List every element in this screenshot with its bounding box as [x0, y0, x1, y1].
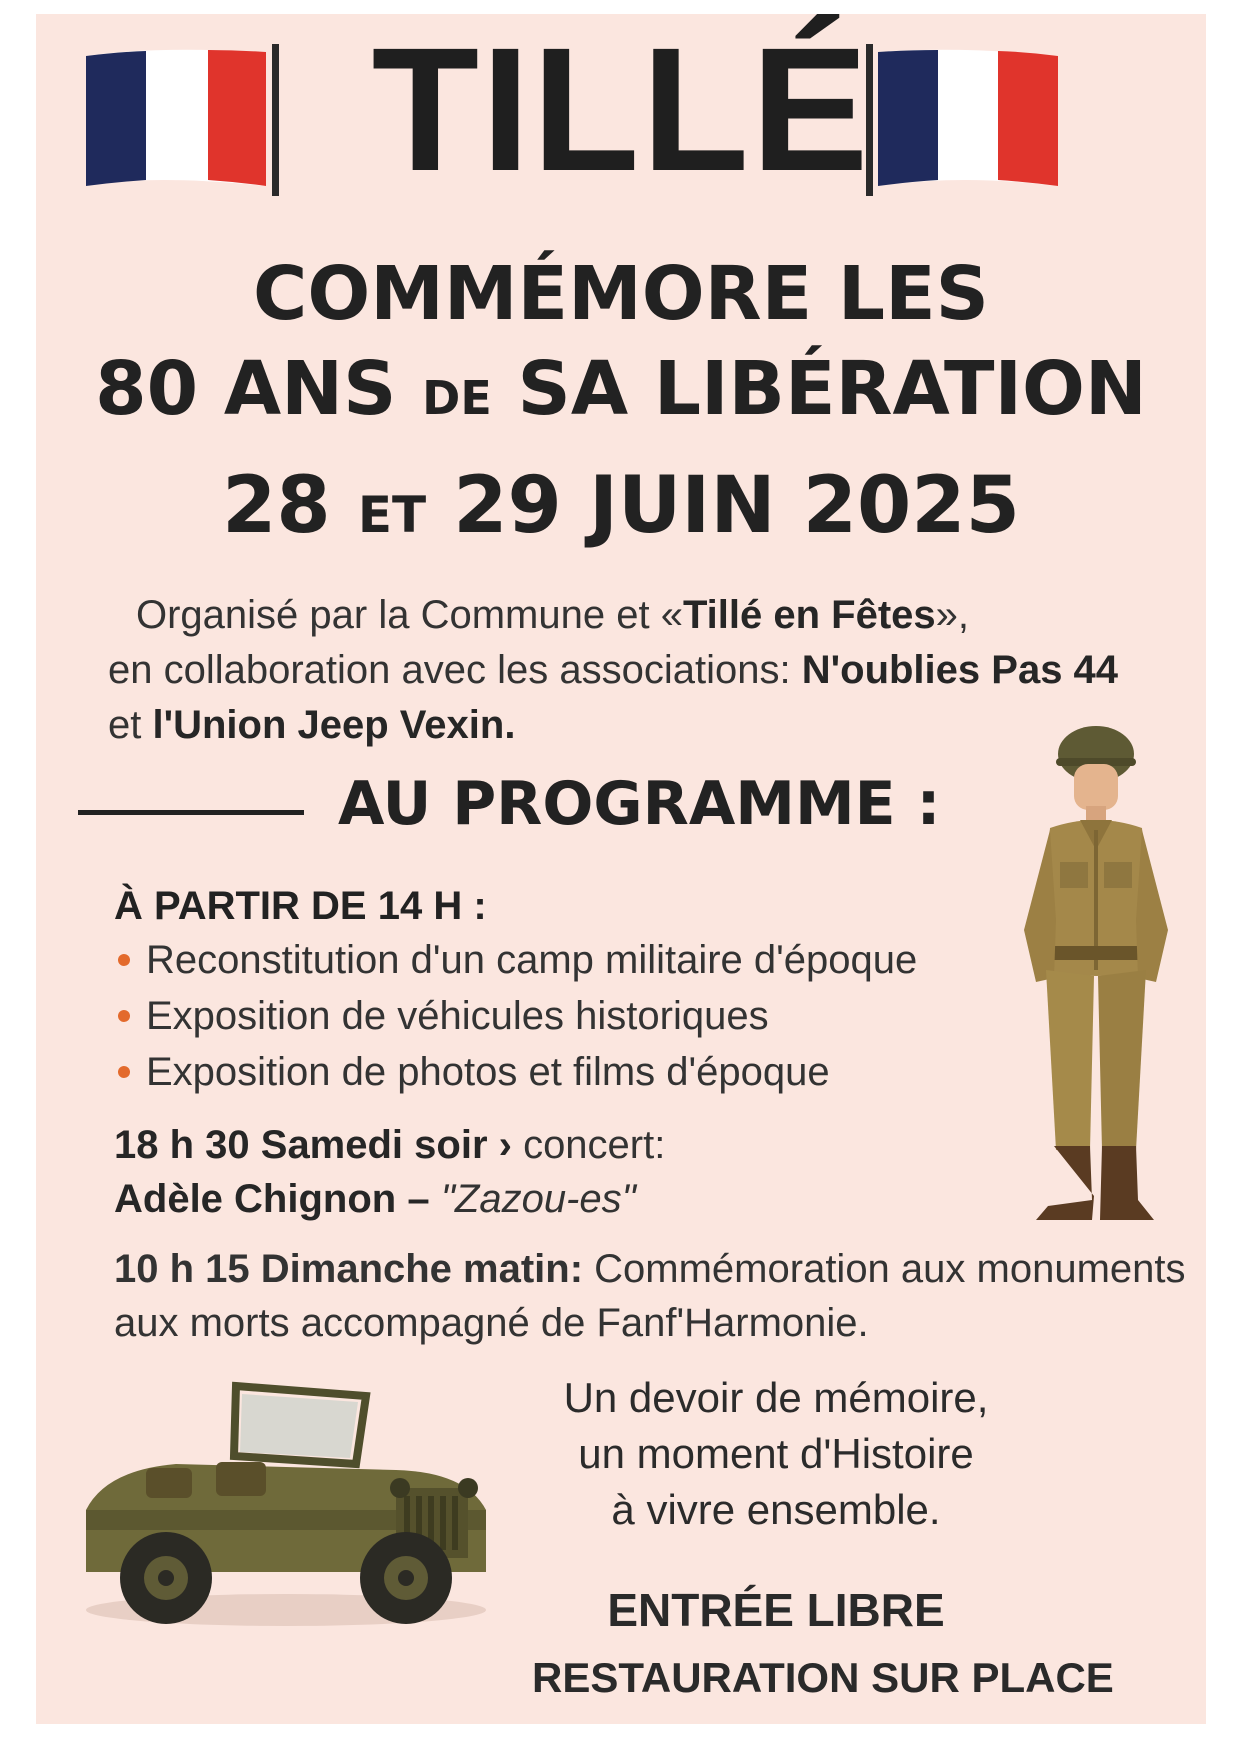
intro-text: », [935, 593, 969, 637]
list-item-text: Exposition de véhicules historiques [146, 994, 769, 1038]
programme-list [114, 932, 917, 1100]
headline-text: 80 ANS [95, 346, 397, 432]
slogan-line: à vivre ensemble. [611, 1486, 941, 1533]
concert-title: "Zazou-es" [440, 1177, 636, 1221]
jeep-illustration-icon [66, 1360, 506, 1632]
intro-text: Organisé par la Commune et « [136, 593, 683, 637]
sunday-time: 10 h 15 Dimanche matin: [114, 1247, 584, 1291]
headline-dates [36, 462, 1206, 559]
soldier-illustration-icon [996, 720, 1196, 1236]
page-title: TILLÉ [371, 14, 871, 208]
headline-text-small: DE [422, 371, 492, 425]
concert-time: 18 h 30 Samedi soir [114, 1123, 488, 1167]
bullet-icon [118, 1066, 130, 1078]
catering-notice: RESTAURATION SUR PLACE [532, 1654, 1114, 1701]
slogan-line: Un devoir de mémoire, [563, 1374, 989, 1421]
bullet-icon [118, 1010, 130, 1022]
free-entry-notice: ENTRÉE LIBRE [607, 1584, 945, 1636]
bullet-icon [118, 954, 130, 966]
headline-date-connector: ET [357, 486, 427, 544]
list-item [114, 988, 917, 1044]
divider [78, 810, 304, 815]
list-item-text: Reconstitution d'un camp militaire d'époque [146, 938, 918, 982]
sunday-info [114, 1242, 1204, 1350]
concert-separator: › [487, 1123, 524, 1167]
intro-text: en collaboration avec les associations: [108, 648, 802, 692]
headline-text: COMMÉMORE LES [253, 251, 989, 337]
intro-association: l'Union Jeep Vexin. [152, 703, 516, 747]
headline-text: SA LIBÉRATION [517, 346, 1147, 432]
concert-label: concert: [523, 1123, 666, 1167]
sunday-text: Commémoration aux monuments aux morts accompagné de Fanf'Harmonie. [114, 1247, 1186, 1345]
programme-heading: AU PROGRAMME : [338, 769, 941, 839]
list-item [114, 1044, 917, 1100]
concert-info [114, 1118, 665, 1226]
intro-organizer: Tillé en Fêtes [682, 593, 936, 637]
intro-line-2 [108, 643, 1198, 698]
list-item-text: Exposition de photos et films d'époque [146, 1050, 830, 1094]
intro-line-1 [108, 588, 1198, 643]
poster [36, 14, 1206, 1724]
concert-line-2 [114, 1172, 665, 1226]
headline-date-text: 28 [222, 461, 331, 551]
headline-line-1 [36, 252, 1206, 336]
list-item [114, 932, 917, 988]
concert-line-1 [114, 1118, 665, 1172]
headline-date-text: 29 JUIN 2025 [453, 461, 1020, 551]
memory-slogan [506, 1370, 1046, 1538]
headline-line-2 [36, 347, 1206, 440]
slogan-line: un moment d'Histoire [578, 1430, 974, 1477]
concert-artist: Adèle Chignon – [114, 1177, 441, 1221]
intro-text: et [108, 703, 153, 747]
programme-start-time: À PARTIR DE 14 H : [114, 884, 487, 928]
intro-association: N'oublies Pas 44 [801, 648, 1119, 692]
